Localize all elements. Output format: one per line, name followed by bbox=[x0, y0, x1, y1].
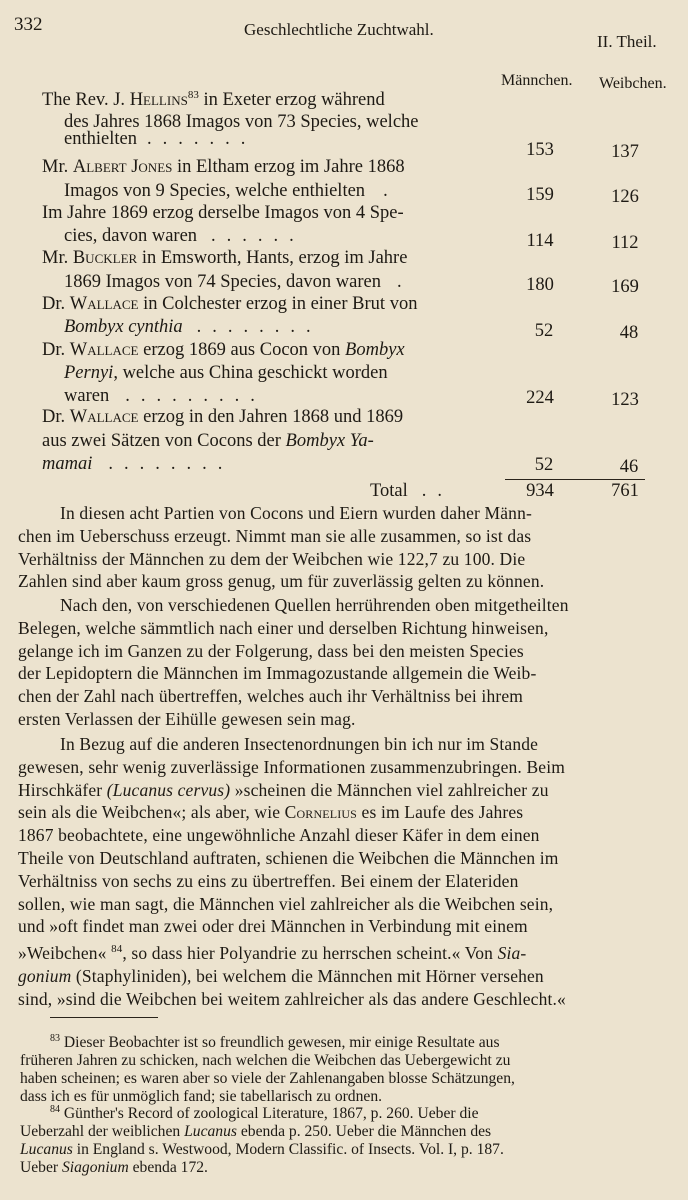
paragraph-line: 1867 beobachtete, eine ungewöhnliche Anzahl dieser Käfer in dem einen bbox=[18, 825, 540, 846]
paragraph-line: gewesen, sehr wenig zuverlässige Informationen zusammenzubringen. Beim bbox=[18, 756, 565, 777]
paragraph-line: der Lepidoptern die Männchen im Immagozustande allgemein die Weib- bbox=[18, 663, 537, 684]
footnote-rule bbox=[50, 1017, 158, 1018]
entry-wallace-cynthia-line-1: Dr. Wallace in Colchester erzog in einer Brut von bbox=[42, 294, 418, 314]
entry-wallace-pernyi-line-3: waren ......... bbox=[64, 386, 266, 406]
row-hellins-males: 153 bbox=[526, 140, 554, 160]
entry-wallace-pernyi-line-1: Dr. Wallace erzog 1869 aus Cocon von Bombyx bbox=[42, 340, 405, 360]
paragraph-line: ersten Verlassen der Eihülle gewesen sein mag. bbox=[18, 708, 356, 729]
paragraph-line: Zahlen sind aber kaum gross genug, um für zuverlässig gelten zu können. bbox=[18, 571, 545, 592]
page-number: 332 bbox=[14, 14, 43, 35]
column-header-females: Weibchen. bbox=[599, 75, 667, 92]
leader-dots: ......... bbox=[125, 386, 266, 406]
row-wallace-yamamai-males: 52 bbox=[534, 455, 554, 475]
footnote-84: $^{84}$ Günther's Record of zoological Literature, 1867, p. 260. Ueber die Ueberzahl der weiblichen Lucanus ebenda p. 250. Ueber die Männchen des Lucanus in England s. Westwood, Modern Classific. of Insects. Vol. I, p. 187. Ueber Siagonium ebenda 172. bbox=[20, 1104, 504, 1176]
paragraph-2 bbox=[18, 594, 569, 731]
row-wallace-pernyi-males: 224 bbox=[526, 388, 554, 408]
paragraph-line: chen im Ueberschuss erzeugt. Nimmt man sie alle zusammen, so ist das bbox=[18, 525, 532, 546]
part-label: II. Theil. bbox=[597, 32, 657, 51]
paragraph-line: Verhältniss von sechs zu eins zu übertreffen. Bei einem der Elateriden bbox=[18, 870, 519, 891]
paragraph-line: sein als die Weibchen«; als aber, wie Cornelius es im Laufe des Jahres bbox=[18, 802, 524, 823]
total-rule bbox=[505, 479, 645, 480]
entry-wallace-yamamai-line-3: mamai ........ bbox=[42, 454, 234, 474]
paragraph-line: gonium (Staphyliniden), bei welchem die Männchen mit Hörner versehen bbox=[18, 965, 544, 986]
leader-dots: ........ bbox=[108, 454, 234, 474]
row-jones-males: 159 bbox=[526, 185, 554, 205]
footnote-83: $^{83}$ Dieser Beobachter ist so freundlich gewesen, mir einige Resultate aus früheren Jahren zu schicken, nach welchen die Weibchen das Uebergewicht zu haben scheinen; es waren aber so viele der Zahlenangaben blosse Schätzungen, dass ich es für unmöglich fand; sie tabellarisch zu ordnen. bbox=[20, 1033, 515, 1105]
entry-wallace-cynthia-line-2: Bombyx cynthia ........ bbox=[64, 317, 322, 337]
leader-dots: ...... bbox=[211, 226, 305, 246]
entry-hellins-line-2: des Jahres 1868 Imagos von 73 Species, welche bbox=[64, 112, 419, 132]
paragraph-line: chen der Zahl nach übertreffen, welches auch ihr Verhältniss bei ihrem bbox=[18, 686, 524, 707]
row-wallace-yamamai-females: 46 bbox=[619, 457, 639, 477]
row-wallace-cynthia-females: 48 bbox=[619, 323, 639, 343]
paragraph-line: sollen, wie man sagt, die Männchen viel zahlreicher als die Weibchen sein, bbox=[18, 893, 554, 914]
paragraph-line: »Weibchen« $^{84}$, so dass hier Polyandrie zu herrschen scheint.« Von Sia- bbox=[18, 943, 527, 963]
leader-dots: . bbox=[383, 181, 399, 201]
row-hellins-females: 137 bbox=[611, 142, 639, 162]
footnote-marker: 83 bbox=[50, 1033, 60, 1044]
row-jones-females: 126 bbox=[611, 187, 639, 207]
leader-dots: .. bbox=[421, 481, 453, 501]
total-females: 761 bbox=[611, 481, 639, 501]
row-buckler-males: 180 bbox=[526, 275, 554, 295]
paragraph-line: gelange ich im Ganzen zu der Folgerung, dass bei den meisten Species bbox=[18, 640, 524, 661]
paragraph-line: In Bezug auf die anderen Insectenordnungen bin ich nur im Stande bbox=[60, 734, 539, 754]
entry-buckler-line-1: Mr. Buckler in Emsworth, Hants, erzog im Jahre bbox=[42, 248, 408, 268]
total-males: 934 bbox=[526, 481, 554, 501]
row-buckler-females: 169 bbox=[611, 277, 639, 297]
paragraph-line: sind, »sind die Weibchen bei weitem zahlreicher als das andere Geschlecht.« bbox=[18, 988, 566, 1009]
paragraph-line: Nach den, von verschiedenen Quellen herrührenden oben mitgetheilten bbox=[60, 595, 569, 615]
entry-wallace-yamamai-line-1: Dr. Wallace erzog in den Jahren 1868 und 1869 bbox=[42, 407, 404, 427]
paragraph-line: Theile von Deutschland auftraten, schienen die Weibchen die Männchen im bbox=[18, 847, 559, 868]
paragraph-line: und »oft findet man zwei oder drei Männchen in Verbindung mit einem bbox=[18, 916, 528, 937]
leader-dots: . bbox=[397, 272, 413, 292]
column-header-males: Männchen. bbox=[501, 72, 573, 89]
entry-jones-1869-line-1: Im Jahre 1869 erzog derselbe Imagos von 4 Spe- bbox=[42, 203, 404, 223]
leader-dots: ........ bbox=[196, 317, 322, 337]
running-title: Geschlechtliche Zuchtwahl. bbox=[244, 20, 434, 39]
entry-hellins-line-3: enthielten ....... bbox=[64, 129, 257, 149]
entry-wallace-pernyi-line-2: Pernyi, welche aus China geschickt worden bbox=[64, 363, 388, 383]
row-jones-1869-females: 112 bbox=[611, 233, 639, 253]
entry-jones-line-2: Imagos von 9 Species, welche enthielten . bbox=[64, 181, 399, 201]
row-wallace-pernyi-females: 123 bbox=[611, 390, 639, 410]
paragraph-line: Hirschkäfer (Lucanus cervus) »scheinen die Männchen viel zahlreicher zu bbox=[18, 779, 549, 800]
entry-buckler-line-2: 1869 Imagos von 74 Species, davon waren . bbox=[64, 272, 413, 292]
row-wallace-cynthia-males: 52 bbox=[534, 321, 554, 341]
paragraph-line: Verhältniss der Männchen zu dem der Weibchen wie 122,7 zu 100. Die bbox=[18, 548, 526, 569]
leader-dots: ....... bbox=[146, 129, 257, 149]
paragraph-3 bbox=[18, 733, 566, 1010]
entry-wallace-yamamai-line-2: aus zwei Sätzen von Cocons der Bombyx Ya- bbox=[42, 431, 374, 451]
entry-hellins-line-1: The Rev. J. Hellins$^{83}$ in Exeter erzog während bbox=[42, 89, 385, 111]
entry-jones-1869-line-2: cies, davon waren ...... bbox=[64, 226, 305, 246]
entry-jones-line-1: Mr. Albert Jones in Eltham erzog im Jahre 1868 bbox=[42, 157, 405, 177]
paragraph-line: In diesen acht Partien von Cocons und Eiern wurden daher Männ- bbox=[60, 503, 532, 523]
total-row: Total .. bbox=[370, 481, 453, 501]
paragraph-line: Belegen, welche sämmtlich nach einer und derselben Richtung hinweisen, bbox=[18, 617, 549, 638]
row-jones-1869-males: 114 bbox=[526, 231, 554, 251]
footnote-marker: 84 bbox=[50, 1104, 60, 1115]
paragraph-1 bbox=[18, 502, 544, 593]
